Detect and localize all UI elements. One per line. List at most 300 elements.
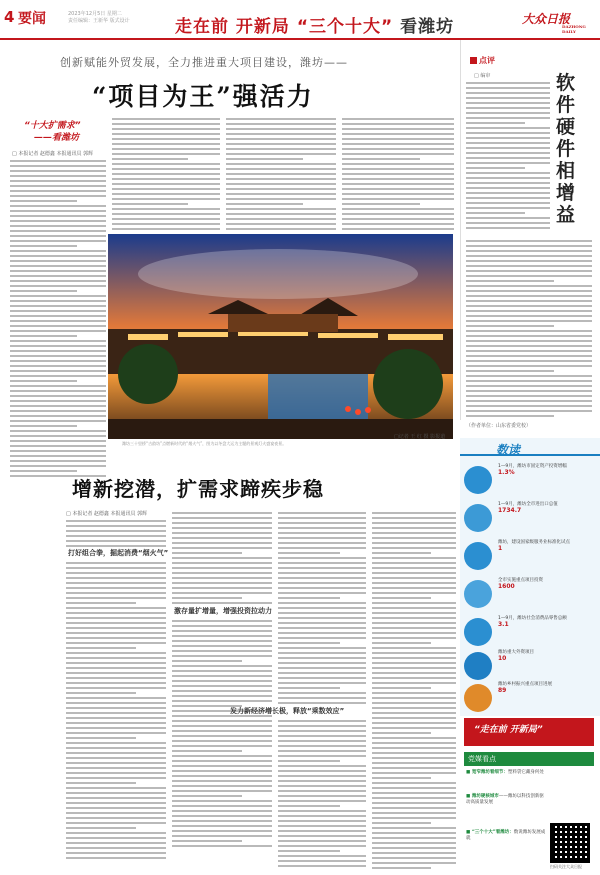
text-line [278,825,366,827]
text-line [10,425,77,427]
wechat-item[interactable] [466,794,546,806]
text-line [372,787,456,789]
second-body-col4 [372,512,456,872]
text-line [278,840,366,842]
text-line [66,652,166,654]
data-item [464,576,596,616]
text-line [172,597,242,599]
building-icon [464,542,492,570]
text-line [466,122,525,124]
lead-kicker: 创新赋能外贸发展，全力推进重大项目建设，潍坊—— [60,56,348,69]
text-line [10,375,106,377]
text-line [112,183,220,185]
data-header-bar [460,438,600,456]
text-line [278,725,366,727]
comment-body-b [466,240,592,420]
text-line [466,405,592,407]
text-line [10,285,106,287]
text-line [466,212,525,214]
text-line [466,227,550,229]
text-line [342,133,454,135]
text-line [278,537,366,539]
text-line [466,245,592,247]
text-line [66,747,166,749]
text-line [10,335,77,337]
text-line [66,597,166,599]
text-line [66,577,166,579]
text-line [342,218,454,220]
text-line [66,657,166,659]
text-line [372,567,456,569]
text-line [372,742,456,744]
text-line [66,617,166,619]
text-line [226,178,336,180]
text-line [278,760,340,762]
text-line [278,577,366,579]
text-line [278,512,366,514]
text-line [66,792,166,794]
text-line [372,627,456,629]
text-line [278,687,340,689]
section-name: 要闻 [18,11,46,27]
night-scene-illustration [108,234,453,439]
text-line [226,148,336,150]
data-item-value: 3.1 [498,621,509,628]
text-line [172,805,272,807]
text-line [10,310,106,312]
text-line [172,695,272,697]
text-line [278,677,366,679]
text-line [372,827,456,829]
text-line [226,168,336,170]
text-line [372,702,456,704]
text-line [172,577,272,579]
text-line [10,365,106,367]
text-line [466,415,554,417]
text-line [372,522,456,524]
text-line [66,777,166,779]
text-line [466,177,550,179]
text-line [226,128,336,130]
text-line [466,315,592,317]
page-meta [68,11,130,25]
text-line [466,117,550,119]
text-line [112,188,220,190]
text-line [172,557,272,559]
text-line [10,460,106,462]
text-line [10,190,106,192]
text-line [112,148,220,150]
text-line [372,602,456,604]
comment-vertical-title: 软件硬件相增益 [556,72,576,226]
wechat-item[interactable] [466,770,592,776]
text-line [278,775,366,777]
text-line [278,745,366,747]
text-line [10,445,106,447]
wechat-item-label: ■ 宽窄潍坊看细节： [466,770,508,775]
text-line [372,647,456,649]
text-line [278,642,340,644]
text-line [226,173,336,175]
text-line [466,197,550,199]
text-line [466,152,550,154]
text-line [278,582,366,584]
text-line [112,123,220,125]
text-line [466,202,550,204]
comment-editor: □ 编审 [474,73,491,79]
text-line [278,672,366,674]
project-icon [464,580,492,608]
text-line [466,390,592,392]
text-line [172,755,272,757]
text-line [112,158,188,160]
text-line [466,172,550,174]
text-line [466,375,592,377]
text-line [10,325,106,327]
text-line [10,230,106,232]
text-line [172,740,272,742]
text-line [172,537,272,539]
text-line [466,385,592,387]
data-item-text: 1—9月，潍坊市固定资产投资增幅 [498,464,567,469]
data-item-text: 潍坊乡村振兴重点项目进展 [498,682,552,687]
text-line [10,280,106,282]
text-line [172,650,272,652]
logo-subtext: DAZHONG DAILY [562,24,586,34]
text-line [342,148,454,150]
text-line [372,642,431,644]
text-line [372,607,456,609]
text-line [372,587,456,589]
text-line [10,265,106,267]
text-line [172,547,272,549]
data-item [464,538,596,578]
text-line [66,647,136,649]
text-line [172,810,272,812]
photo-credit: □记者 王 红 摄 影报道 [394,434,446,440]
text-line [66,592,166,594]
text-line [10,355,106,357]
text-line [172,680,272,682]
data-item-value: 1.3% [498,469,515,476]
text-line [466,137,550,139]
text-line [342,118,454,120]
text-line [372,817,456,819]
data-item-text: 潍坊重大外资项目 [498,650,534,655]
text-line [278,810,366,812]
text-line [466,222,550,224]
wechat-item-label: ■ “三个十大”看潍坊： [466,830,514,835]
text-line [66,682,166,684]
text-line [172,532,272,534]
text-line [66,787,166,789]
logo-text: 大众日报 [522,12,571,26]
text-line [278,557,366,559]
text-line [372,852,456,854]
text-line [172,735,272,737]
text-line [10,350,106,352]
text-line [10,410,106,412]
lead-body-col3 [226,118,336,233]
text-line [342,168,454,170]
text-line [342,158,420,160]
text-line [172,655,272,657]
lead-body-col2 [112,118,220,233]
cart-icon [464,618,492,646]
text-line [10,380,77,382]
text-line [278,592,366,594]
data-item-text: 1—9月，潍坊全市进出口总值 [498,502,558,507]
text-line [466,240,592,242]
text-line [342,128,454,130]
text-line [466,260,592,262]
qr-code[interactable] [550,823,590,863]
text-line [278,632,366,634]
text-line [342,163,454,165]
text-line [66,812,166,814]
text-line [10,400,106,402]
text-line [10,195,106,197]
text-line [466,82,550,84]
text-line [172,567,272,569]
text-line [66,677,166,679]
ship-icon [464,504,492,532]
text-line [342,203,420,205]
text-line [278,697,366,699]
text-line [10,395,106,397]
text-line [278,800,366,802]
text-line [10,360,106,362]
text-line [10,200,77,202]
banner-part1: 走在前 开新局 [175,17,290,37]
text-line [466,305,592,307]
wechat-item-text: ——潍坊以科技创新驱动高质量发展 [466,794,544,805]
data-title: 数读 [496,443,521,457]
text-line [112,228,220,230]
text-line [466,320,592,322]
text-line [66,827,136,829]
text-line [10,330,106,332]
text-line [10,210,106,212]
text-line [278,720,366,722]
text-line [66,762,166,764]
text-line [278,652,366,654]
text-line [372,712,456,714]
text-line [372,722,456,724]
photo-caption: 潍坊三十里桥“古韵坊”点燃新时代的“烟火气”，图为以冬盘大运为主题的景观灯火盛宴夜景。 [122,441,287,446]
text-line [66,802,166,804]
text-line [172,602,272,604]
text-line [278,637,366,639]
text-line [10,290,77,292]
text-line [466,87,550,89]
text-line [172,790,272,792]
comment-tag-label: 点评 [479,56,495,65]
text-line [226,183,336,185]
text-line [278,602,366,604]
campaign-ad-text: “走在前 开新局” [474,725,543,735]
text-line [172,840,242,842]
second-subhead-1: 打好组合拳，掘起消费“烟火气” [68,549,169,557]
text-line [278,780,366,782]
text-line [112,208,220,210]
text-line [466,300,592,302]
text-line [112,133,220,135]
text-line [172,572,272,574]
comment-body-a [466,82,550,232]
text-line [172,785,272,787]
text-line [66,622,166,624]
text-line [466,250,592,252]
text-line [466,410,592,412]
text-line [372,757,456,759]
text-line [226,193,336,195]
data-item-text: 潍坊，建设国家级服务业标准化试点 [498,540,570,545]
text-line [10,465,106,467]
text-line [372,612,456,614]
second-body-col1 [66,520,166,550]
text-line [278,572,366,574]
text-line [372,557,456,559]
data-item-text: 全市实施重点项目投资 [498,578,543,583]
text-line [10,215,106,217]
text-line [278,855,366,857]
text-line [466,345,592,347]
village-icon [464,684,492,712]
text-line [278,860,366,862]
text-line [278,627,366,629]
text-line [278,667,366,669]
text-line [372,762,456,764]
wechat-tag: 党媒看点 [464,752,594,766]
text-line [66,737,136,739]
text-line [372,797,456,799]
text-line [10,300,106,302]
text-line [278,562,366,564]
text-line [172,562,272,564]
text-line [372,832,456,834]
text-line [466,370,554,372]
text-line [226,158,303,160]
text-line [278,830,366,832]
text-line [66,662,166,664]
wechat-item[interactable] [466,830,546,842]
second-story-title: 增新挖潜，扩需求蹄疾步稳 [72,477,324,501]
lead-body-col1 [10,160,106,480]
text-line [66,540,166,542]
text-line [466,365,592,367]
text-line [372,867,431,869]
text-line [278,770,366,772]
data-item-value: 1734.7 [498,507,522,514]
text-line [372,707,456,709]
text-line [278,790,366,792]
second-body-col1b [66,562,166,862]
text-line [66,772,166,774]
text-line [66,717,166,719]
data-item [464,680,596,720]
text-line [226,138,336,140]
text-line [172,795,242,797]
left-kicker-line2: ——看潍坊 [34,133,80,143]
text-line [372,622,456,624]
text-line [372,547,456,549]
text-line [278,522,366,524]
text-line [342,193,454,195]
text-line [278,682,366,684]
text-line [372,657,456,659]
campaign-banner [175,12,454,37]
text-line [66,707,166,709]
text-line [466,147,550,149]
text-line [466,92,550,94]
text-line [278,517,366,519]
text-line [10,470,77,472]
text-line [172,660,242,662]
text-line [466,157,550,159]
text-line [466,167,525,169]
comment-dot-icon [470,57,477,64]
text-line [466,285,592,287]
text-line [10,170,106,172]
text-line [226,213,336,215]
text-line [172,760,272,762]
text-line [66,727,166,729]
text-line [172,542,272,544]
text-line [10,175,106,177]
text-line [172,745,272,747]
text-line [278,740,366,742]
text-line [372,527,456,529]
text-line [278,835,366,837]
text-line [10,435,106,437]
text-line [372,637,456,639]
text-line [342,223,454,225]
text-line [466,187,550,189]
text-line [466,380,592,382]
text-line [172,517,272,519]
text-line [172,835,272,837]
lead-photo [108,234,453,439]
text-line [372,562,456,564]
second-body-col3b [278,720,366,870]
text-line [466,350,592,352]
chart-icon [464,466,492,494]
text-line [466,295,592,297]
text-line [10,405,106,407]
qr-caption: 扫码关注大众日报 [550,864,582,869]
text-line [278,622,366,624]
text-line [226,188,336,190]
lead-headline-area [0,40,460,125]
text-line [466,400,592,402]
text-line [172,670,272,672]
text-line [10,305,106,307]
data-item-value: 1 [498,545,503,552]
text-line [172,685,272,687]
text-line [112,193,220,195]
text-line [112,203,188,205]
data-item-value: 1600 [498,583,515,590]
text-line [466,275,592,277]
text-line [172,750,242,752]
text-line [342,173,454,175]
text-line [66,582,166,584]
text-line [172,587,272,589]
text-line [172,635,272,637]
text-line [342,143,454,145]
text-line [66,742,166,744]
